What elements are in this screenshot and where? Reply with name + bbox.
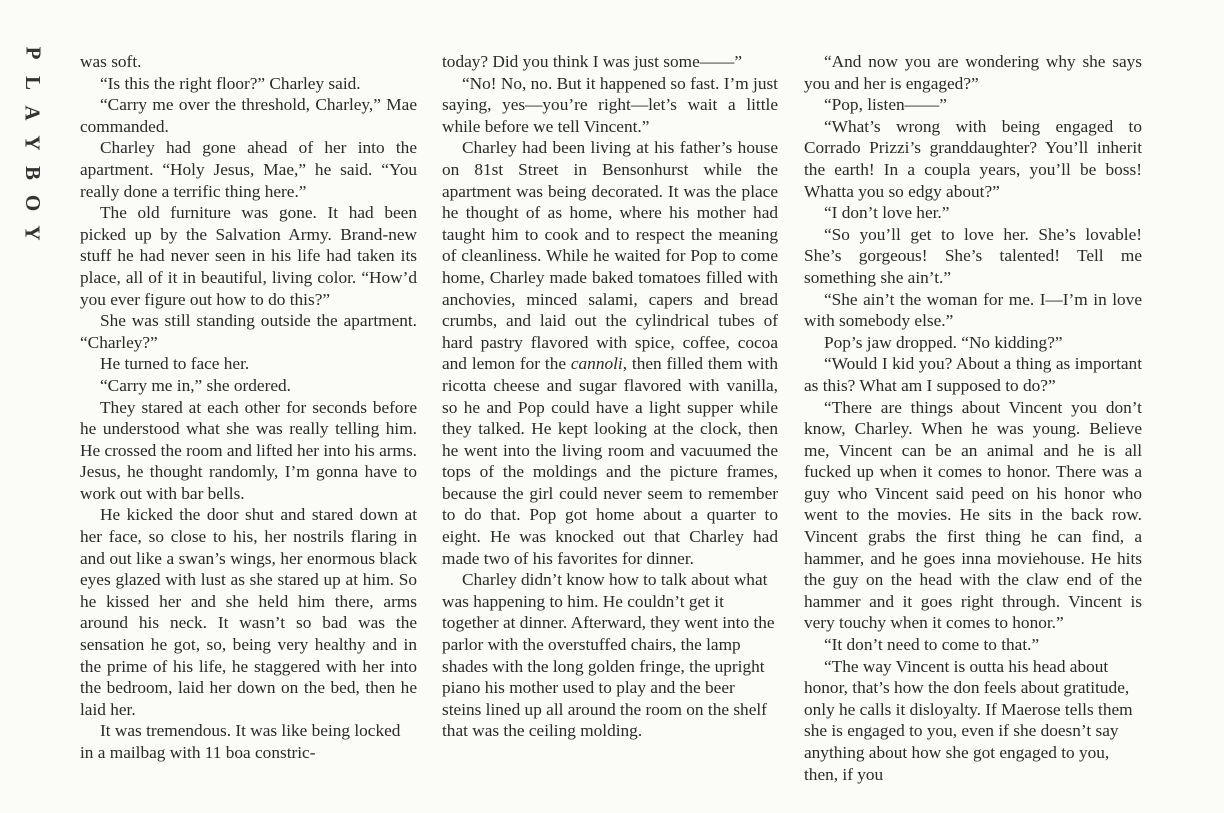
article-column-2	[442, 51, 778, 742]
italic-word: cannoli	[570, 354, 623, 374]
paragraph: Charley had gone ahead of her into the apartment. “Holy Jesus, Mae,” he said. “You really done a terrific thing here.”	[80, 138, 417, 201]
magazine-name-letter: B	[20, 165, 45, 181]
paragraph: “It don’t need to come to that.”	[824, 635, 1040, 655]
paragraph: today? Did you think I was just some——”	[442, 52, 742, 71]
paragraph: “There are things about Vincent you don’t know, Charley. When he was young. Believe me, Vincent can be an animal and he is all fucked up when it comes to honor. There was a guy who Vincent said peed on his honor who went to the movies. He sits in the back row. Vincent grabs the first thing he can find, a hammer, and he goes inna moviehouse. He hits the guy on the head with the claw end of the hammer and it goes right through. Vincent is very touchy when it comes to honor.”	[804, 397, 1142, 633]
paragraph: The old furniture was gone. It had been picked up by the Salvation Army. Brand-new stuff he had never seen in his life had taken its place, all of it in beautiful, living color. “How’d you ever figure out how to do this?”	[80, 203, 417, 309]
paragraph: Pop’s jaw dropped. “No kidding?”	[824, 332, 1063, 352]
paragraph	[442, 137, 778, 569]
paragraph: He kicked the door shut and stared down at her face, so close to his, her nostrils flaring in and out like a swan’s wings, her enormous black eyes glazed with lust as she stared up at him. So he kissed her and she held him there, arms around his neck. It wasn’t so bad was the sensation he got, so, being very healthy and in the prime of his life, he staggered with her into the bedroom, laid her down on the bed, then he laid her.	[80, 505, 417, 719]
magazine-name-letter: A	[20, 105, 45, 121]
magazine-name-letter: L	[20, 75, 45, 91]
paragraph: “Carry me in,” she ordered.	[100, 375, 291, 395]
paragraph: “Carry me over the threshold, Charley,” Mae commanded.	[80, 95, 417, 136]
magazine-name-letter: O	[21, 194, 45, 212]
paragraph: It was tremendous. It was like being locked in a mailbag with 11 boa constric-	[80, 721, 401, 762]
paragraph: “Is this the right floor?” Charley said.	[100, 73, 361, 93]
paragraph: “Would I kid you? About a thing as important as this? What am I supposed to do?”	[804, 354, 1142, 395]
paragraph: “And now you are wondering why she says you and her is engaged?”	[804, 52, 1142, 93]
paragraph: He turned to face her.	[100, 354, 250, 374]
paragraph: was soft.	[80, 52, 142, 71]
paragraph: She was still standing outside the apartment. “Charley?”	[80, 311, 417, 352]
magazine-name-letter: Y	[20, 135, 45, 151]
article-column-3	[804, 51, 1142, 785]
paragraph: “The way Vincent is outta his head about honor, that’s how the don feels about gratitude, only he calls it disloyalty. If Maerose tells them she is engaged to you, even if she doesn’t say anything about how she got engaged to you, then, if you	[804, 656, 1133, 784]
paragraph: “Pop, listen——”	[824, 95, 947, 115]
magazine-name-vertical	[18, 38, 48, 248]
article-column-1	[80, 51, 417, 764]
paragraph: “No! No, no. But it happened so fast. I’m just saying, yes—you’re right—let’s wait a little while before we tell Vincent.”	[442, 73, 778, 136]
paragraph: “So you’ll get to love her. She’s lovable! She’s gorgeous! She’s talented! Tell me something she ain’t.”	[804, 224, 1142, 287]
magazine-name-letter: Y	[20, 225, 45, 241]
paragraph-text: , then filled them with ricotta cheese and sugar flavored with vanilla, so he and Pop could have a light supper while they talked. He kept looking at the clock, then he went into the living room and vacuumed the tops of the moldings and the picture frames, because the girl could never seem to remember to do that. Pop got home about a quarter to eight. He was knocked out that Charley had made two of his favorites for dinner.	[442, 354, 778, 568]
magazine-name-letter: P	[20, 46, 45, 60]
paragraph: Charley didn’t know how to talk about what was happening to him. He couldn’t get it together at dinner. Afterward, they went into the parlor with the overstuffed chairs, the lamp shades with the long golden fringe, the upright piano his mother used to play and the beer steins lined up all around the room on the shelf that was the ceiling molding.	[442, 570, 775, 741]
paragraph: “What’s wrong with being engaged to Corrado Prizzi’s granddaughter? You’ll inherit the earth! In a coupla years, you’ll be boss! Whatta you so edgy about?”	[804, 116, 1142, 201]
paragraph: They stared at each other for seconds before he understood what she was really telling him. He crossed the room and lifted her into his arms. Jesus, he thought randomly, I’m gonna have to work out with bar bells.	[80, 397, 417, 503]
paragraph: “She ain’t the woman for me. I—I’m in love with somebody else.”	[804, 289, 1142, 331]
paragraph: “I don’t love her.”	[824, 203, 950, 223]
paragraph-text: Charley had been living at his father’s house on 81st Street in Bensonhurst while the apartment was being decorated. It was the place he thought of as home, where his mother had taught him to cook and to respect the meaning of cleanliness. While he waited for Pop to come home, Charley made baked tomatoes filled with anchovies, minced salami, capers and bread crumbs, and laid out the cylindrical tubes of hard pastry flavored with spice, coffee, cocoa and lemon for the	[442, 138, 778, 374]
